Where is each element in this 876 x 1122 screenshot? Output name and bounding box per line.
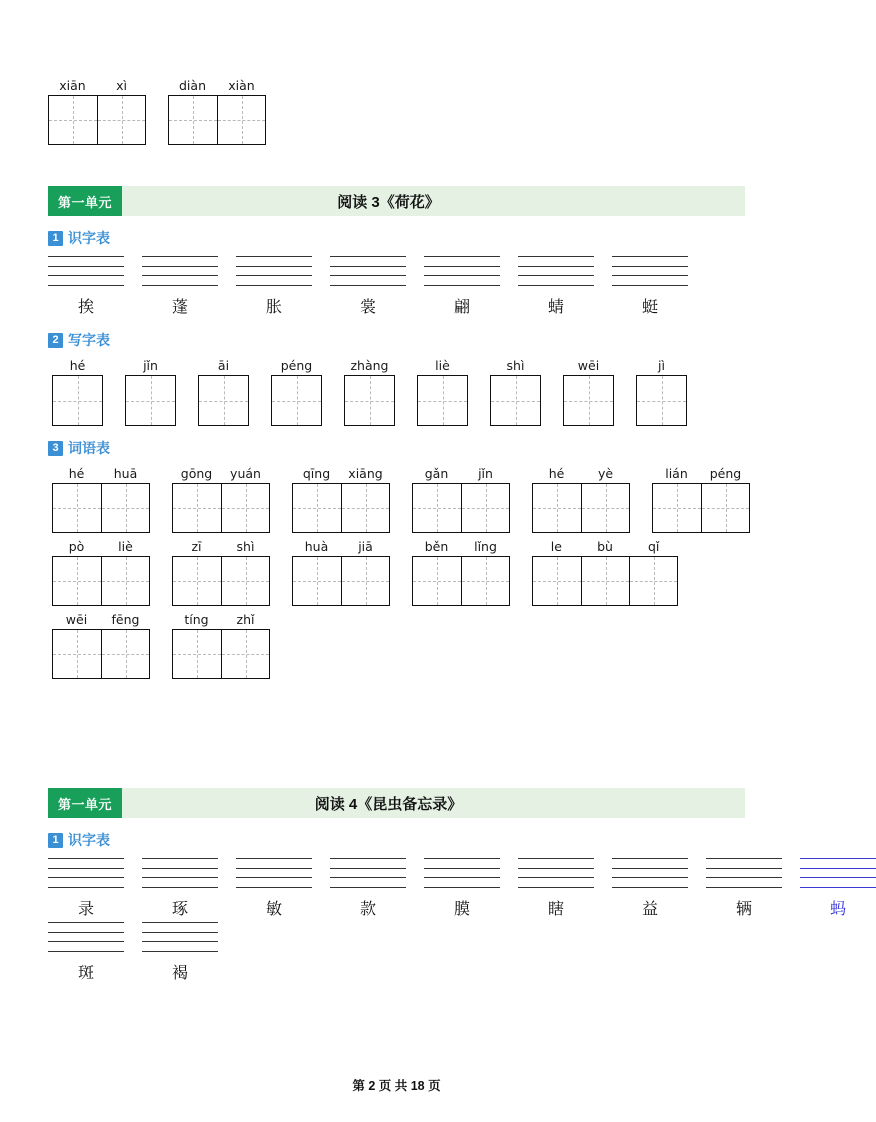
xiezibiao-row xyxy=(48,358,745,426)
zishibiao-item[interactable] xyxy=(48,858,124,920)
pinyin-four-lines[interactable] xyxy=(48,858,124,888)
subsection-header-zishibiao xyxy=(48,228,745,248)
ciyubiao-item xyxy=(172,539,270,606)
ciyubiao-item xyxy=(292,539,390,606)
pinyin-syllable: diàn xyxy=(179,78,206,93)
subsection-label: 词语表 xyxy=(68,440,110,456)
section-lesson-3 xyxy=(48,186,745,679)
ciyubiao-item xyxy=(52,466,150,533)
ciyubiao-item xyxy=(172,466,270,533)
pinyin-four-lines[interactable] xyxy=(612,858,688,888)
xiezibiao-item xyxy=(198,358,249,426)
character: 膜 xyxy=(453,899,470,918)
pinyin-syllable: xiāng xyxy=(348,466,383,481)
tianzige[interactable] xyxy=(271,375,322,426)
tianzige[interactable] xyxy=(532,483,630,533)
tianzige[interactable] xyxy=(652,483,750,533)
pinyin-syllable: péng xyxy=(709,466,742,481)
section-header xyxy=(48,788,745,818)
xiezibiao-item xyxy=(125,358,176,426)
zishibiao-item[interactable] xyxy=(48,256,124,318)
pinyin-four-lines[interactable] xyxy=(330,858,406,888)
subsection-number: 1 xyxy=(48,231,63,246)
tianzige[interactable] xyxy=(292,556,390,606)
character: 录 xyxy=(77,899,94,918)
zishibiao-item[interactable] xyxy=(236,858,312,920)
tianzige[interactable] xyxy=(532,556,678,606)
section-title: 阅读 3《荷花》 xyxy=(337,193,440,211)
pinyin-four-lines[interactable] xyxy=(424,256,500,286)
pinyin-syllable: jì xyxy=(658,358,665,373)
tianzige[interactable] xyxy=(172,629,270,679)
ciyubiao-item xyxy=(652,466,750,533)
write-cell[interactable] xyxy=(126,376,175,425)
write-cell[interactable] xyxy=(413,557,461,605)
write-cell[interactable] xyxy=(341,557,389,605)
pinyin-row xyxy=(48,78,146,93)
write-cell[interactable] xyxy=(53,484,101,532)
write-cell[interactable] xyxy=(418,376,467,425)
ciyubiao-row xyxy=(48,539,745,606)
write-cell[interactable] xyxy=(101,630,149,678)
write-cell[interactable] xyxy=(199,376,248,425)
tianzige[interactable] xyxy=(198,375,249,426)
pinyin-four-lines[interactable] xyxy=(706,858,782,888)
ciyubiao-item xyxy=(532,539,678,606)
write-cell[interactable] xyxy=(217,96,265,144)
character: 褐 xyxy=(171,963,188,982)
zishibiao-item[interactable] xyxy=(142,922,218,984)
write-cell[interactable] xyxy=(49,96,97,144)
tianzige[interactable] xyxy=(344,375,395,426)
write-cell[interactable] xyxy=(97,96,145,144)
character: 益 xyxy=(641,899,658,918)
subsection-header-ciyubiao xyxy=(48,438,745,458)
pinyin-syllable: wēi xyxy=(65,612,88,627)
write-cell[interactable] xyxy=(272,376,321,425)
write-cell[interactable] xyxy=(293,557,341,605)
write-cell[interactable] xyxy=(629,557,677,605)
subsection-number: 1 xyxy=(48,833,63,848)
section-lesson-4 xyxy=(48,788,846,986)
pinyin-four-lines[interactable] xyxy=(236,858,312,888)
zishibiao-row xyxy=(48,858,846,920)
write-cell[interactable] xyxy=(637,376,686,425)
zishibiao-item[interactable] xyxy=(142,256,218,318)
subsection-label: 写字表 xyxy=(68,332,110,348)
ciyubiao-row xyxy=(48,466,745,533)
write-cell[interactable] xyxy=(173,557,221,605)
pinyin-four-lines[interactable] xyxy=(48,256,124,286)
zishibiao-item[interactable] xyxy=(236,256,312,318)
pinyin-four-lines[interactable] xyxy=(518,858,594,888)
pinyin-syllable: xiān xyxy=(59,78,86,93)
tianzige[interactable] xyxy=(636,375,687,426)
zishibiao-item[interactable] xyxy=(800,858,876,920)
pinyin-syllable: zī xyxy=(191,539,202,554)
character: 翩 xyxy=(453,297,470,316)
pinyin-syllable: liè xyxy=(435,358,450,373)
pinyin-syllable: huà xyxy=(304,539,329,554)
write-cell[interactable] xyxy=(173,484,221,532)
write-cell[interactable] xyxy=(173,630,221,678)
character: 斑 xyxy=(77,963,94,982)
write-cell[interactable] xyxy=(53,630,101,678)
section-header xyxy=(48,186,745,216)
character: 辆 xyxy=(735,899,752,918)
tianzige[interactable] xyxy=(172,556,270,606)
subsection-header-xiezibiao xyxy=(48,330,745,350)
page-footer: 第 2 页 共 18 页 xyxy=(352,1079,441,1093)
ciyubiao-item xyxy=(292,466,390,533)
write-cell[interactable] xyxy=(413,484,461,532)
tianzige[interactable] xyxy=(292,483,390,533)
zishibiao-row xyxy=(48,922,745,984)
subsection-number: 3 xyxy=(48,441,63,456)
write-cell[interactable] xyxy=(701,484,749,532)
pinyin-syllable: jǐn xyxy=(143,358,158,373)
pinyin-four-lines[interactable] xyxy=(142,256,218,286)
pinyin-grid xyxy=(48,78,146,145)
character: 蚂 xyxy=(829,899,846,918)
ciyubiao-item xyxy=(532,466,630,533)
tianzige[interactable] xyxy=(417,375,468,426)
pinyin-four-lines[interactable] xyxy=(518,256,594,286)
tianzige[interactable] xyxy=(52,556,150,606)
pinyin-four-lines[interactable] xyxy=(236,256,312,286)
pinyin-syllable: qīng xyxy=(302,466,331,481)
pinyin-syllable: le xyxy=(550,539,562,554)
write-cell[interactable] xyxy=(653,484,701,532)
section-title: 阅读 4《昆虫备忘录》 xyxy=(314,795,463,813)
write-cell[interactable] xyxy=(53,376,102,425)
pinyin-four-lines[interactable] xyxy=(330,256,406,286)
character: 款 xyxy=(359,899,376,918)
write-cell[interactable] xyxy=(461,557,509,605)
pinyin-four-lines[interactable] xyxy=(800,858,876,888)
pinyin-syllable: wēi xyxy=(577,358,600,373)
tianzige[interactable] xyxy=(168,95,266,145)
xiezibiao-item xyxy=(271,358,322,426)
ciyubiao-item xyxy=(52,612,150,679)
pinyin-grid xyxy=(168,78,266,145)
pinyin-syllable: gǎn xyxy=(424,466,449,481)
write-cell[interactable] xyxy=(293,484,341,532)
write-cell[interactable] xyxy=(581,557,629,605)
pinyin-syllable: lián xyxy=(665,466,688,481)
tianzige[interactable] xyxy=(52,629,150,679)
pinyin-syllable: zhàng xyxy=(350,358,389,373)
zishibiao-item[interactable] xyxy=(142,858,218,920)
pinyin-syllable: yè xyxy=(597,466,614,481)
character: 蓬 xyxy=(171,297,188,316)
pinyin-four-lines[interactable] xyxy=(612,256,688,286)
write-cell[interactable] xyxy=(53,557,101,605)
zishibiao-item[interactable] xyxy=(518,858,594,920)
pinyin-syllable: yuán xyxy=(230,466,261,481)
pinyin-syllable: shì xyxy=(236,539,255,554)
pinyin-syllable: lǐng xyxy=(474,539,497,554)
write-cell[interactable] xyxy=(345,376,394,425)
xiezibiao-item xyxy=(490,358,541,426)
pinyin-syllable: hé xyxy=(69,358,86,373)
character: 琢 xyxy=(171,899,188,918)
character: 蜓 xyxy=(641,297,658,316)
tianzige[interactable] xyxy=(172,483,270,533)
zishibiao-item[interactable] xyxy=(424,256,500,318)
pinyin-syllable: jiā xyxy=(358,539,373,554)
write-cell[interactable] xyxy=(169,96,217,144)
pinyin-syllable: zhǐ xyxy=(236,612,255,627)
zishibiao-item[interactable] xyxy=(424,858,500,920)
zishibiao-item[interactable] xyxy=(612,256,688,318)
write-cell[interactable] xyxy=(221,630,269,678)
pinyin-syllable: fēng xyxy=(111,612,140,627)
pinyin-four-lines[interactable] xyxy=(48,922,124,952)
subsection-number: 2 xyxy=(48,333,63,348)
write-cell[interactable] xyxy=(533,557,581,605)
pinyin-syllable: shì xyxy=(506,358,525,373)
write-cell[interactable] xyxy=(581,484,629,532)
zishibiao-item[interactable] xyxy=(48,922,124,984)
pinyin-four-lines[interactable] xyxy=(142,858,218,888)
pinyin-syllable: xiàn xyxy=(228,78,255,93)
write-cell[interactable] xyxy=(533,484,581,532)
pinyin-syllable: āi xyxy=(217,358,230,373)
ciyubiao-item xyxy=(172,612,270,679)
tianzige[interactable] xyxy=(52,375,103,426)
pinyin-syllable: běn xyxy=(424,539,449,554)
write-cell[interactable] xyxy=(101,484,149,532)
tianzige[interactable] xyxy=(490,375,541,426)
tianzige[interactable] xyxy=(48,95,146,145)
write-cell[interactable] xyxy=(221,484,269,532)
pinyin-syllable: gōng xyxy=(180,466,213,481)
xiezibiao-item xyxy=(636,358,687,426)
pinyin-syllable: pò xyxy=(68,539,85,554)
unit-badge: 第一单元 xyxy=(48,186,122,216)
unit-badge: 第一单元 xyxy=(48,788,122,818)
tianzige[interactable] xyxy=(563,375,614,426)
zishibiao-item[interactable] xyxy=(518,256,594,318)
character: 瞎 xyxy=(547,899,564,918)
pinyin-syllable: hé xyxy=(68,466,85,481)
xiezibiao-item xyxy=(344,358,395,426)
tianzige[interactable] xyxy=(52,483,150,533)
xiezibiao-item xyxy=(52,358,103,426)
ciyubiao-item xyxy=(412,539,510,606)
pinyin-syllable: liè xyxy=(118,539,133,554)
subsection-label: 识字表 xyxy=(68,832,110,848)
pinyin-four-lines[interactable] xyxy=(424,858,500,888)
tianzige[interactable] xyxy=(125,375,176,426)
write-cell[interactable] xyxy=(341,484,389,532)
pinyin-syllable: péng xyxy=(280,358,313,373)
ciyubiao-row xyxy=(48,612,745,679)
tianzige[interactable] xyxy=(412,556,510,606)
character: 胀 xyxy=(265,297,282,316)
write-cell[interactable] xyxy=(564,376,613,425)
pinyin-syllable: hé xyxy=(548,466,565,481)
pinyin-syllable: bù xyxy=(597,539,613,554)
pinyin-syllable: huā xyxy=(113,466,138,481)
character: 裳 xyxy=(359,297,376,316)
tianzige[interactable] xyxy=(412,483,510,533)
subsection-header-zishibiao xyxy=(48,830,745,850)
zishibiao-row xyxy=(48,256,745,318)
write-cell[interactable] xyxy=(221,557,269,605)
zishibiao-item[interactable] xyxy=(612,858,688,920)
character: 挨 xyxy=(77,297,94,316)
pinyin-syllable: qǐ xyxy=(647,539,660,554)
write-cell[interactable] xyxy=(101,557,149,605)
subsection-label: 识字表 xyxy=(68,230,110,246)
xiezibiao-item xyxy=(417,358,468,426)
character: 蜻 xyxy=(547,297,564,316)
character: 敏 xyxy=(265,899,282,918)
xiezibiao-item xyxy=(563,358,614,426)
top-pinyin-grids xyxy=(48,78,266,145)
ciyubiao-item xyxy=(52,539,150,606)
write-cell[interactable] xyxy=(461,484,509,532)
pinyin-four-lines[interactable] xyxy=(142,922,218,952)
pinyin-row xyxy=(168,78,266,93)
pinyin-syllable: xì xyxy=(116,78,127,93)
ciyubiao-item xyxy=(412,466,510,533)
pinyin-syllable: jǐn xyxy=(478,466,493,481)
pinyin-syllable: tíng xyxy=(184,612,209,627)
zishibiao-item[interactable] xyxy=(330,858,406,920)
write-cell[interactable] xyxy=(491,376,540,425)
zishibiao-item[interactable] xyxy=(706,858,782,920)
zishibiao-item[interactable] xyxy=(330,256,406,318)
